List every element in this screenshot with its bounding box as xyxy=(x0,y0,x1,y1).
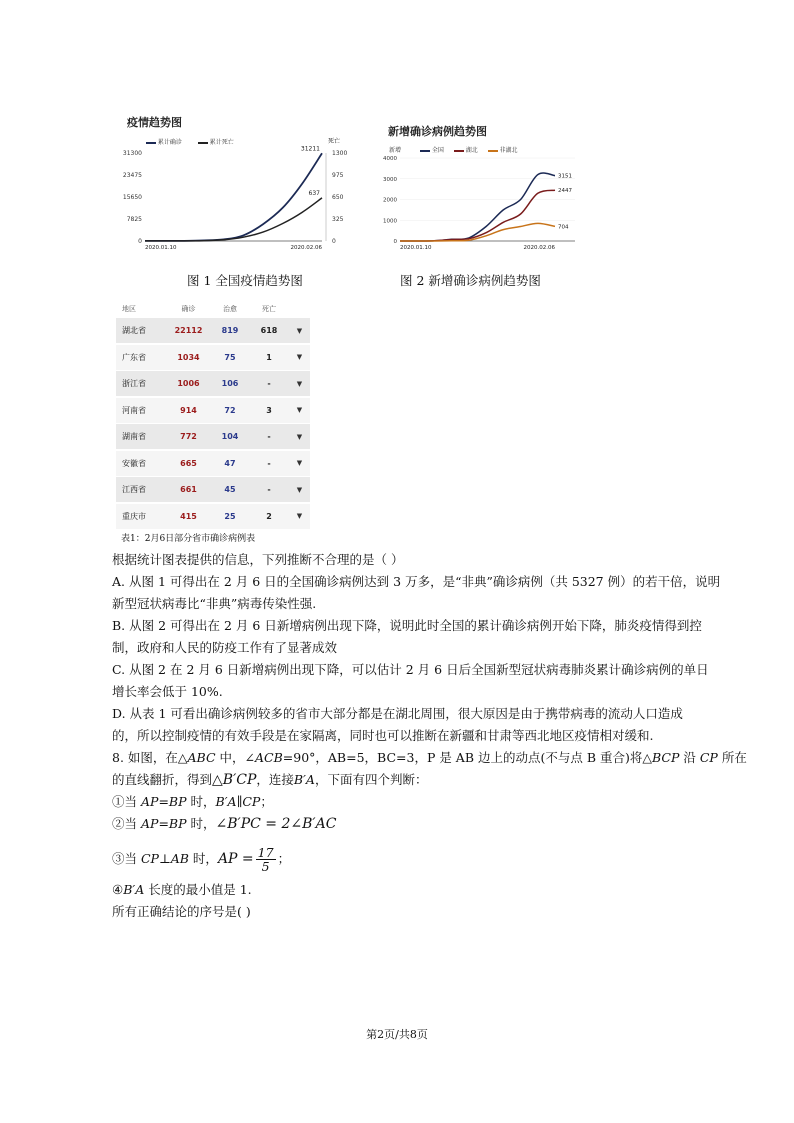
q7-option-c-line2: 增长率会低于 10%. xyxy=(112,684,223,699)
y-left-tick-label: 23475 xyxy=(122,172,142,179)
cell-cured: 106 xyxy=(221,379,239,388)
q7-option-c-line1: C. 从图 2 在 2 月 6 日新增病例出现下降，可以估计 2 月 6 日后全国新型冠状病毒肺炎累计确诊病例的单日 xyxy=(112,662,709,677)
cell-cured: 104 xyxy=(221,432,239,441)
cell-cured: 75 xyxy=(224,352,236,362)
caret-down-icon[interactable]: ▼ xyxy=(296,379,303,388)
legend-label-hubei: 湖北 xyxy=(465,147,478,154)
fig2-chart xyxy=(370,152,610,252)
table-row xyxy=(116,398,310,423)
cell-cured: 819 xyxy=(221,326,239,335)
fig2-caption: 图 2 新增确诊病例趋势图 xyxy=(400,273,541,288)
cell-deaths: - xyxy=(267,379,271,388)
fig1-title: 疫情趋势图 xyxy=(127,116,182,129)
cell-deaths: - xyxy=(267,432,271,441)
cell-confirmed: 22112 xyxy=(174,326,203,335)
table-row xyxy=(116,371,310,396)
cell-deaths: 1 xyxy=(266,352,272,362)
x-tick-label-start: 2020.01.10 xyxy=(145,245,177,251)
y-right-tick-label: 0 xyxy=(332,238,336,245)
y-left-tick-label: 7825 xyxy=(126,216,142,223)
caret-down-icon[interactable]: ▼ xyxy=(296,406,303,414)
header-deaths: 死亡 xyxy=(262,305,276,313)
caret-down-icon[interactable]: ▼ xyxy=(296,459,303,467)
table-row xyxy=(116,504,310,529)
x-tick-label-start: 2020.01.10 xyxy=(400,245,432,251)
y-right-tick-label: 1300 xyxy=(332,150,348,157)
x-tick-label-end: 2020.02.06 xyxy=(523,245,555,251)
fig1-caption: 图 1 全国疫情趋势图 xyxy=(187,273,303,288)
fig2-y-label: 新增 xyxy=(389,147,402,154)
y-tick-label: 4000 xyxy=(383,156,397,162)
q8-judgement-4: ④B′A 长度的最小值是 1. xyxy=(112,882,252,897)
q7-option-d-line2: 的，所以控制疫情的有效手段是在家隔离，同时也可以推断在新疆和甘肃等西北地区疫情相对缓和. xyxy=(112,728,654,743)
q8-judgement-3: ③当 CP⊥AB 时，AP = $\frac{17}{5}$ ； xyxy=(112,845,291,874)
y-tick-label: 2000 xyxy=(383,197,397,204)
cell-cured: 72 xyxy=(224,405,236,415)
x-tick-label-end: 2020.02.06 xyxy=(290,245,322,251)
y-left-tick-label: 15650 xyxy=(122,194,142,201)
cell-confirmed: 661 xyxy=(180,485,197,494)
cell-deaths: - xyxy=(267,485,271,494)
table-caption: 表1：2月6日部分省市确诊病例表 xyxy=(121,534,256,544)
cell-region: 湖南省 xyxy=(122,432,146,441)
cell-region: 河南省 xyxy=(122,405,146,415)
header-confirmed: 确诊 xyxy=(181,305,196,313)
fig2-title: 新增确诊病例趋势图 xyxy=(388,125,487,138)
cell-region: 湖北省 xyxy=(122,326,146,335)
cell-deaths: 618 xyxy=(260,326,278,335)
legend-swatch-confirmed xyxy=(146,142,156,144)
end-label-confirmed: 31211 xyxy=(300,145,320,153)
table-row xyxy=(116,345,310,370)
confirmed-cases-table xyxy=(116,300,310,530)
cell-cured: 45 xyxy=(224,485,236,494)
end-label-national: 3151 xyxy=(558,173,572,180)
cell-confirmed: 415 xyxy=(180,511,197,521)
series-line-deaths xyxy=(145,198,322,241)
q7-stem: 根据统计图表提供的信息，下列推断不合理的是（ ） xyxy=(112,552,404,567)
y-right-tick-label: 325 xyxy=(332,216,344,223)
y-tick-label: 0 xyxy=(393,239,397,245)
fraction-17-5: $\frac{17}{5}$ xyxy=(257,845,274,874)
cell-confirmed: 914 xyxy=(180,405,197,415)
table-row xyxy=(116,477,310,502)
legend-label-national: 全国 xyxy=(431,147,444,154)
cell-confirmed: 1034 xyxy=(177,352,200,362)
legend-swatch-deaths xyxy=(198,142,208,144)
y-left-tick-label: 31300 xyxy=(122,150,142,157)
caret-down-icon[interactable]: ▼ xyxy=(296,326,303,335)
fig1-chart xyxy=(115,145,355,255)
cell-confirmed: 772 xyxy=(180,432,197,441)
table-row xyxy=(116,424,310,449)
header-region: 地区 xyxy=(122,305,136,313)
cell-region: 江西省 xyxy=(122,485,146,494)
cell-deaths: 3 xyxy=(266,405,272,415)
caret-down-icon[interactable]: ▼ xyxy=(296,512,303,520)
q7-option-d-line1: D. 从表 1 可看出确诊病例较多的省市大部分都是在湖北周围，很大原因是由于携带病毒的流动人口造成 xyxy=(112,706,683,721)
cell-region: 广东省 xyxy=(122,352,146,362)
table-header xyxy=(116,300,310,318)
cell-cured: 25 xyxy=(224,511,236,521)
cell-confirmed: 1006 xyxy=(177,379,200,388)
y-tick-label: 3000 xyxy=(383,176,397,183)
cell-region: 安徽省 xyxy=(122,458,146,468)
series-line-national xyxy=(400,173,555,241)
cell-region: 浙江省 xyxy=(122,379,146,388)
question-7 xyxy=(112,549,721,747)
q7-option-b-line1: B. 从图 2 可得出在 2 月 6 日新增病例出现下降，说明此时全国的累计确诊病例开始下降，肺炎疫情得到控 xyxy=(112,618,702,633)
q8-judgement-1: ①当 AP=BP 时，B′A∥CP； xyxy=(112,794,273,809)
end-label-non-hubei: 704 xyxy=(558,224,569,231)
legend-label-non-hubei: 非湖北 xyxy=(499,147,518,154)
caret-down-icon[interactable]: ▼ xyxy=(296,485,303,494)
q7-option-a-line2: 新型冠状病毒比“非典”病毒传染性强. xyxy=(112,596,317,611)
cell-confirmed: 665 xyxy=(180,458,197,468)
q8-line2: 的直线翻折，得到△B′CP，连接B′A，下面有四个判断： xyxy=(112,772,428,788)
end-label-deaths: 637 xyxy=(308,189,320,197)
table-row xyxy=(116,318,310,343)
table-row xyxy=(116,451,310,476)
series-line-confirmed xyxy=(145,153,322,241)
y-tick-label: 1000 xyxy=(383,218,397,225)
caret-down-icon[interactable]: ▼ xyxy=(296,353,303,361)
page-footer: 第2页/共8页 xyxy=(366,1028,428,1041)
question-8 xyxy=(112,747,747,923)
q7-option-b-line2: 制，政府和人民的防疫工作有了显著成效 xyxy=(112,640,338,655)
legend-label-confirmed: 累计确诊 xyxy=(157,139,182,146)
cell-region: 重庆市 xyxy=(122,511,146,521)
cell-deaths: 2 xyxy=(266,511,272,521)
end-label-hubei: 2447 xyxy=(558,188,572,195)
q8-judgement-2: ②当 AP=BP 时，∠B′PC = 2∠B′AC xyxy=(112,816,337,832)
fig1-right-axis-label: 死亡 xyxy=(328,138,341,145)
caret-down-icon[interactable]: ▼ xyxy=(296,432,303,441)
y-left-tick-label: 0 xyxy=(138,238,142,245)
header-cured: 治愈 xyxy=(223,305,237,313)
cell-cured: 47 xyxy=(224,458,236,468)
q7-option-a-line1: A. 从图 1 可得出在 2 月 6 日的全国确诊病例达到 3 万多，是“非典”确诊病例（共 5327 例）的若干倍，说明 xyxy=(112,574,721,589)
q8-line1: 8. 如图，在△ABC 中，∠ACB=90°，AB=5，BC=3，P 是 AB 边上的动点(不与点 B 重合)将△BCP 沿 CP 所在 xyxy=(112,750,747,765)
y-right-tick-label: 650 xyxy=(332,194,344,201)
legend-label-deaths: 累计死亡 xyxy=(209,139,234,146)
y-right-tick-label: 975 xyxy=(332,172,344,179)
q8-ask: 所有正确结论的序号是( ) xyxy=(112,904,251,919)
cell-deaths: - xyxy=(267,458,271,468)
